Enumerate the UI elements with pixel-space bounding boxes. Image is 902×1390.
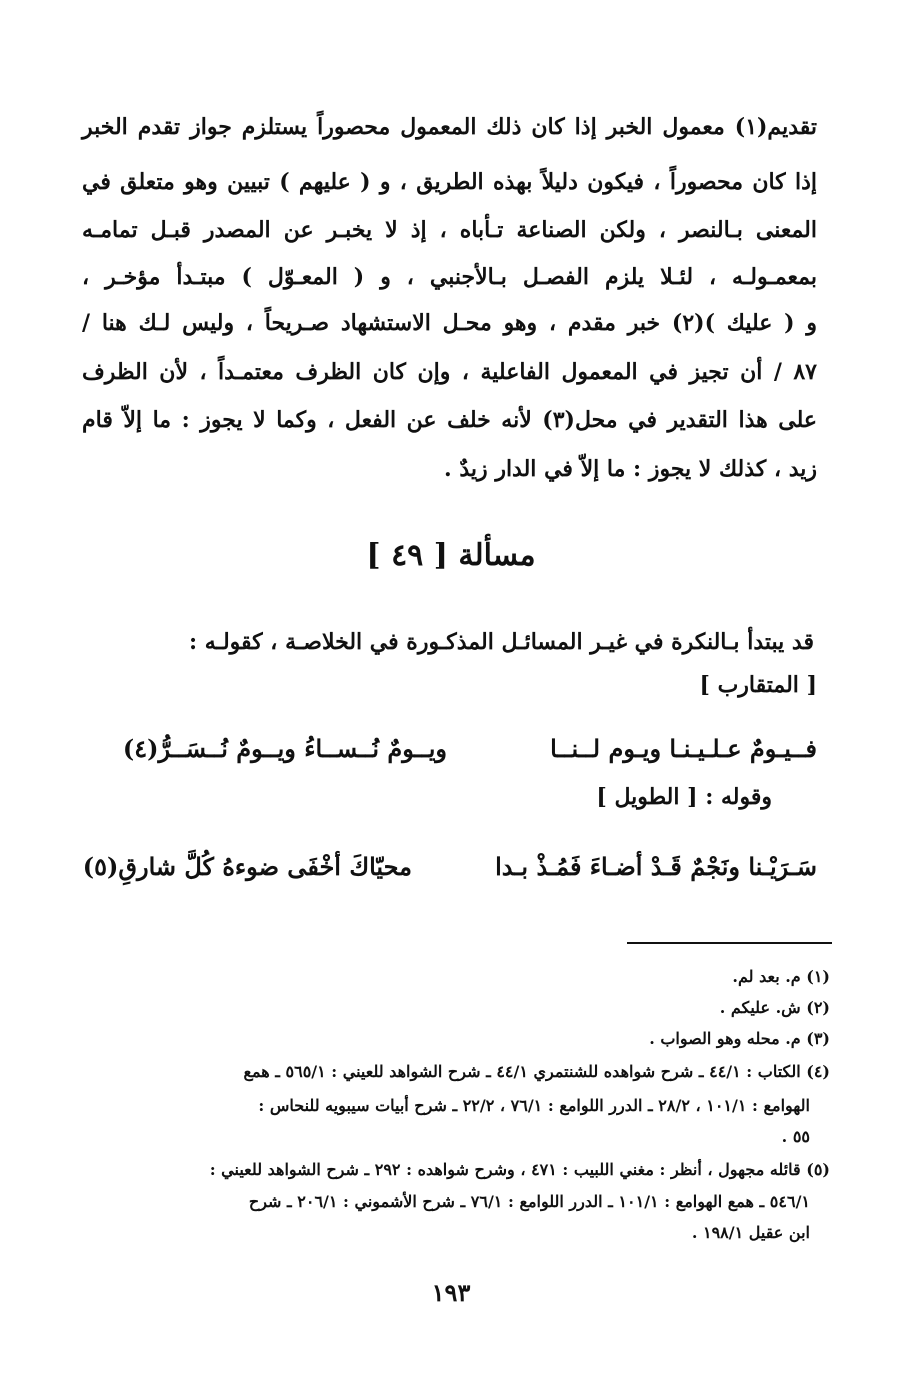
footnote-5-line-3: ابن عقيل ١٩٨/١ .	[691, 1223, 810, 1242]
verse-1-first-hemistich: فــيـومٌ عـلـيـنـا ويـوم لــنــا	[550, 734, 817, 763]
section-intro-line: قد يبتدأ بـالنكرة في غيـر المسائـل المذكـورة في الخلاصـة ، كقولـه :	[188, 629, 814, 655]
verse-2-first-hemistich: سَـرَيْـنا ونَجْمٌ قَـدْ أضـاءَ فَمُـذْ بـدا	[495, 852, 817, 881]
page-number: ١٩٣	[431, 1278, 471, 1307]
footnote-5-line-1: (٥) قائله مجهول ، أنظر : مغني اللبيب : ٤٧١ ، وشرح شواهده : ٢٩٢ ـ شرح الشواهد للعيني :	[209, 1160, 830, 1179]
footnote-separator	[627, 942, 832, 944]
verse-2-intro: وقوله : [ الطويل ]	[596, 784, 772, 810]
section-heading: مسألة [ ٤٩ ]	[366, 538, 536, 573]
footnote-3: (٣) م. محله وهو الصواب .	[649, 1029, 830, 1048]
footnote-5-line-2: ٥٤٦/١ ـ همع الهوامع : ١٠١/١ ـ الدرر اللوامع : ٧٦/١ ـ شرح الأشموني : ٢٠٦/١ ـ شرح	[248, 1192, 810, 1211]
body-line-5: و ( عليك )(٢) خبر مقدم ، وهو محـل الاستشهاد صـريحاً ، وليس لـك هنا /	[82, 310, 817, 336]
footnote-4-line-3: ٥٥ .	[781, 1127, 810, 1146]
body-line-2: إذا كان محصوراً ، فيكون دليلاً بهذه الطريق ، و ( عليهم ) تبيين وهو متعلق في	[82, 169, 817, 195]
body-line-6: ٨٧ / أن تجيز في المعمول الفاعلية ، وإن كان الظرف معتمـداً ، لأن الظرف	[82, 359, 817, 385]
footnote-1: (١) م. بعد لم.	[732, 967, 830, 986]
body-line-8: زيد ، كذلك لا يجوز : ما إلاّ في الدار زيدٌ .	[444, 456, 817, 482]
body-line-1: تقديم(١) معمول الخبر إذا كان ذلك المعمول محصوراً يستلزم جواز تقدم الخبر	[82, 114, 817, 140]
verse-1-second-hemistich: ويــومٌ نُــســاءُ ويــومٌ نُــسَــرُّ(٤)	[122, 734, 447, 763]
body-line-4: بمعمـولـه ، لئـلا يلزم الفصـل بـالأجنبي ، و ( المعـوّل ) مبتـدأ مؤخـر ،	[82, 264, 817, 290]
body-line-3: المعنى بـالنصر ، ولكن الصناعة تـأباه ، إذ لا يخبـر عن المصدر قبـل تمامـه	[82, 217, 817, 243]
footnote-4-line-2: الهوامع : ١٠١/١ ، ٢٨/٢ ـ الدرر اللوامع : ٧٦/١ ، ٢٢/٢ ـ شرح أبيات سيبويه للنحاس :	[258, 1096, 810, 1115]
meter-label-mutaqarib: [ المتقارب ]	[699, 672, 817, 698]
footnote-4-line-1: (٤) الكتاب : ٤٤/١ ـ شرح شواهده للشنتمري ٤٤/١ ـ شرح الشواهد للعيني : ٥٦٥/١ ـ همع	[243, 1062, 830, 1081]
body-line-7: على هذا التقدير في محل(٣) لأنه خلف عن الفعل ، وكما لا يجوز : ما إلاّ قام	[82, 407, 818, 433]
footnote-2: (٢) ش. عليكم .	[719, 998, 830, 1017]
verse-2-second-hemistich: محيّاكَ أخْفَى ضوءهُ كُلَّ شارقِ(٥)	[82, 852, 412, 881]
